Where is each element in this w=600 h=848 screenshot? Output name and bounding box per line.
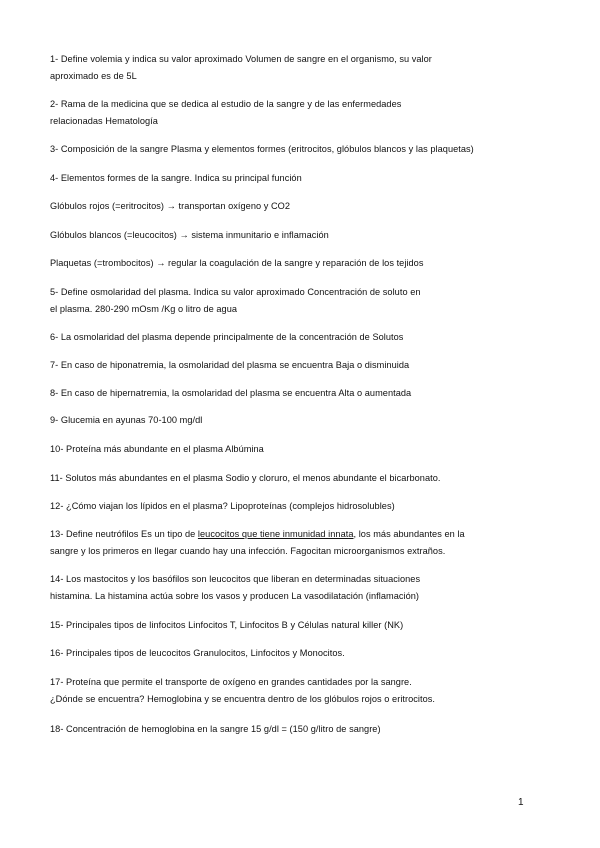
text-line: 9- Glucemia en ayunas 70-100 mg/dl (50, 415, 203, 425)
text-line: 12- ¿Cómo viajan los lípidos en el plasma? Lipoproteínas (complejos hidrosolubles) (50, 501, 395, 511)
text-line: Glóbulos rojos (=eritrocitos) → transportan oxígeno y CO2 (50, 201, 291, 211)
page-number: 1 (518, 797, 524, 808)
text-line: histamina. La histamina actúa sobre los vasos y producen La vasodilatación (inflamación) (50, 591, 420, 601)
text-line: 1- Define volemia y indica su valor aproximado Volumen de sangre en el organismo, su valor (50, 54, 432, 64)
item-5 (50, 284, 560, 318)
item-13-underlined: leucocitos que tiene inmunidad innata (197, 529, 354, 539)
item-7 (50, 357, 560, 374)
item-13-post: , los más abundantes en la (353, 529, 465, 539)
item-1 (50, 51, 560, 85)
item-13 (50, 526, 560, 560)
item-3 (50, 141, 560, 158)
text-line: 10- Proteína más abundante en el plasma Albúmina (50, 444, 264, 454)
text-line: 16- Principales tipos de leucocitos Granulocitos, Linfocitos y Monocitos. (50, 648, 345, 658)
item-17 (50, 674, 560, 708)
text-line: Glóbulos blancos (=leucocitos) → sistema inmunitario e inflamación (50, 230, 329, 240)
text-line: 2- Rama de la medicina que se dedica al estudio de la sangre y de las enfermedades (50, 99, 402, 109)
text-line: 17- Proteína que permite el transporte de oxígeno en grandes cantidades por la sangre. (50, 677, 412, 687)
text-line: sangre y los primeros en llegar cuando hay una infección. Fagocitan microorganismos extraños. (50, 546, 446, 556)
item-4-plaquetas (50, 255, 560, 272)
text-line: Plaquetas (=trombocitos) → regular la coagulación de la sangre y reparación de los tejidos (50, 258, 424, 268)
item-4-globulos-blancos (50, 227, 560, 244)
text-line: ¿Dónde se encuentra? Hemoglobina y se encuentra dentro de los glóbulos rojos o eritrocitos. (50, 694, 436, 704)
text-line: 18- Concentración de hemoglobina en la sangre 15 g/dl = (150 g/litro de sangre) (50, 724, 381, 734)
item-10 (50, 441, 560, 458)
item-16 (50, 645, 560, 662)
item-12 (50, 498, 560, 515)
text-line: 3- Composición de la sangre Plasma y elementos formes (eritrocitos, glóbulos blancos y las plaquetas) (50, 144, 474, 154)
text-line: relacionadas Hematología (50, 116, 158, 126)
text-line: 5- Define osmolaridad del plasma. Indica su valor aproximado Concentración de soluto en (50, 287, 421, 297)
text-line: 15- Principales tipos de linfocitos Linfocitos T, Linfocitos B y Células natural killer (NK) (50, 620, 404, 630)
text-line: 6- La osmolaridad del plasma depende principalmente de la concentración de Solutos (50, 332, 404, 342)
item-18 (50, 721, 560, 738)
text-line: 8- En caso de hipernatremia, la osmolaridad del plasma se encuentra Alta o aumentada (50, 388, 412, 398)
item-4-globulos-rojos (50, 198, 560, 215)
text-line: 11- Solutos más abundantes en el plasma Sodio y cloruro, el menos abundante el bicarbonato. (50, 473, 441, 483)
item-4 (50, 170, 560, 187)
text-line (50, 526, 560, 543)
item-9 (50, 412, 560, 429)
item-15 (50, 617, 560, 634)
item-8 (50, 385, 560, 402)
text-line: el plasma. 280-290 mOsm /Kg o litro de agua (50, 304, 238, 314)
item-6 (50, 329, 560, 346)
item-11 (50, 470, 560, 487)
text-line: 7- En caso de hiponatremia, la osmolaridad del plasma se encuentra Baja o disminuida (50, 360, 410, 370)
item-13-pre: 13- Define neutrófilos Es un tipo de (50, 529, 198, 539)
text-line: 14- Los mastocitos y los basófilos son leucocitos que liberan en determinadas situaciones (50, 574, 421, 584)
text-line: 4- Elementos formes de la sangre. Indica su principal función (50, 173, 302, 183)
item-2 (50, 96, 560, 130)
item-14 (50, 571, 560, 605)
text-line: aproximado es de 5L (50, 71, 137, 81)
